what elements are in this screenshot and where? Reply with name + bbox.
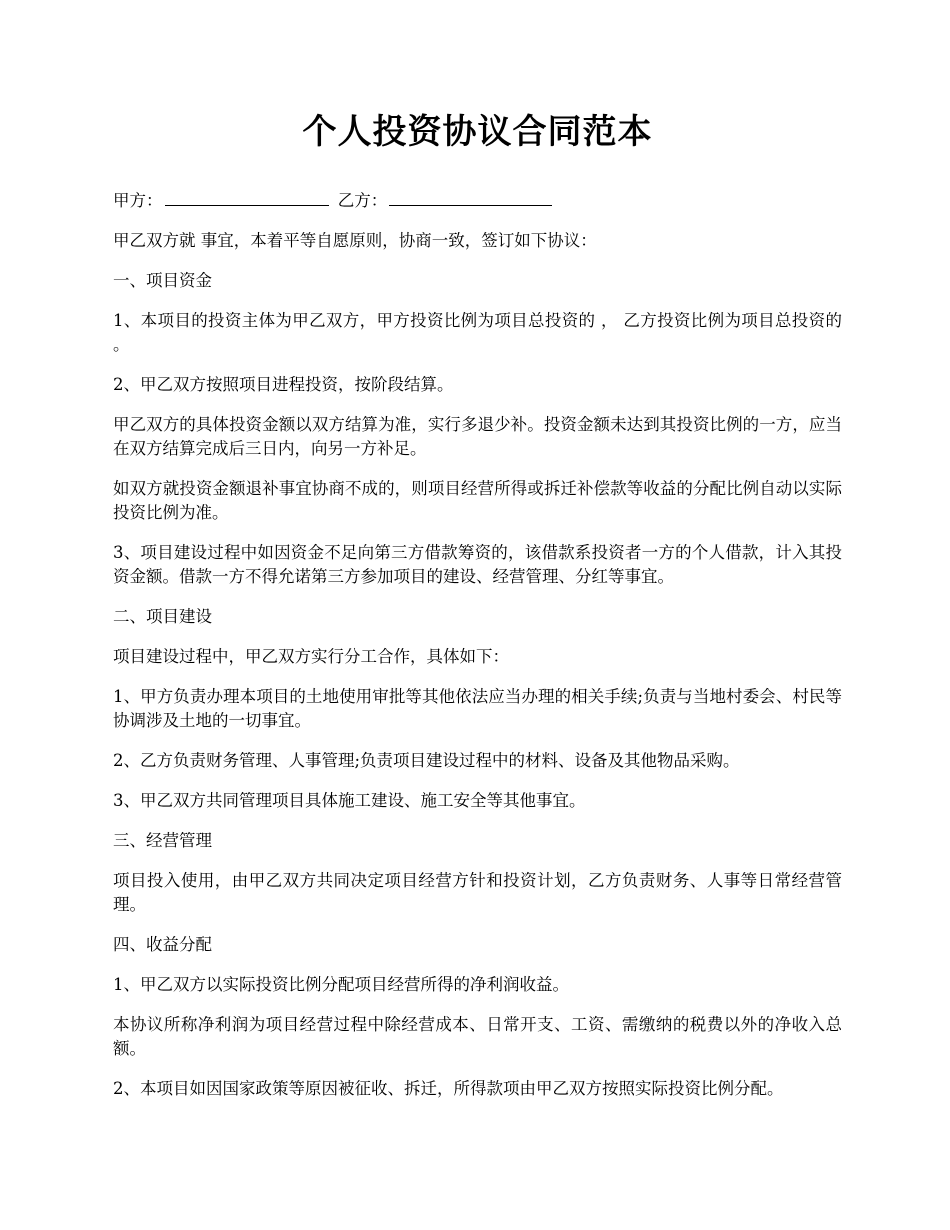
section-heading-construction: 二、项目建设 — [113, 607, 212, 626]
clause-funds-3: 3、项目建设过程中如因资金不足向第三方借款筹资的，该借款系投资者一方的个人借款，计入其投资金额。借款一方不得允诺第三方参加项目的建设、经营管理、分红等事宜。 — [113, 543, 842, 586]
clause-profit-1-definition: 本协议所称净利润为项目经营过程中除经营成本、日常开支、工资、需缴纳的税费以外的净收入总额。 — [113, 1015, 842, 1058]
clause-funds-2-detail-a: 甲乙双方的具体投资金额以双方结算为准，实行多退少补。投资金额未达到其投资比例的一方，应当在双方结算完成后三日内，向另一方补足。 — [113, 415, 842, 458]
section-heading-funds: 一、项目资金 — [113, 271, 212, 290]
section-heading-management: 三、经营管理 — [113, 831, 212, 850]
party-b-blank — [389, 188, 552, 206]
clause-construction-3: 3、甲乙双方共同管理项目具体施工建设、施工安全等其他事宜。 — [113, 791, 586, 810]
clause-profit-1: 1、甲乙双方以实际投资比例分配项目经营所得的净利润收益。 — [113, 975, 569, 994]
management-text: 项目投入使用，由甲乙双方共同决定项目经营方针和投资计划，乙方负责财务、人事等日常经营管理。 — [113, 871, 842, 914]
preamble: 甲乙双方就 事宜，本着平等自愿原则，协商一致，签订如下协议： — [113, 231, 597, 250]
party-b-label: 乙方： — [337, 191, 388, 210]
document-title: 个人投资协议合同范本 — [302, 112, 653, 152]
party-a-label: 甲方： — [113, 191, 163, 210]
clause-funds-2-detail-b: 如双方就投资金额退补事宜协商不成的，则项目经营所得或拆迁补偿款等收益的分配比例自动以实际投资比例为准。 — [113, 479, 842, 522]
clause-construction-2: 2、乙方负责财务管理、人事管理;负责项目建设过程中的材料、设备及其他物品采购。 — [113, 751, 740, 770]
clause-profit-2: 2、本项目如因国家政策等原因被征收、拆迁，所得款项由甲乙双方按照实际投资比例分配。 — [113, 1079, 784, 1098]
parties-line — [113, 188, 842, 213]
section-heading-profit: 四、收益分配 — [113, 935, 212, 954]
clause-construction-1: 1、甲方负责办理本项目的土地使用审批等其他依法应当办理的相关手续;负责与当地村委会、村民等协调涉及土地的一切事宜。 — [113, 687, 842, 730]
party-a-blank — [165, 188, 329, 206]
clause-funds-1: 1、本项目的投资主体为甲乙双方，甲方投资比例为项目总投资的 ， 乙方投资比例为项目总投资的 。 — [113, 311, 842, 354]
clause-funds-2: 2、甲乙双方按照项目进程投资，按阶段结算。 — [113, 375, 454, 394]
construction-intro: 项目建设过程中，甲乙双方实行分工合作，具体如下： — [113, 647, 509, 666]
